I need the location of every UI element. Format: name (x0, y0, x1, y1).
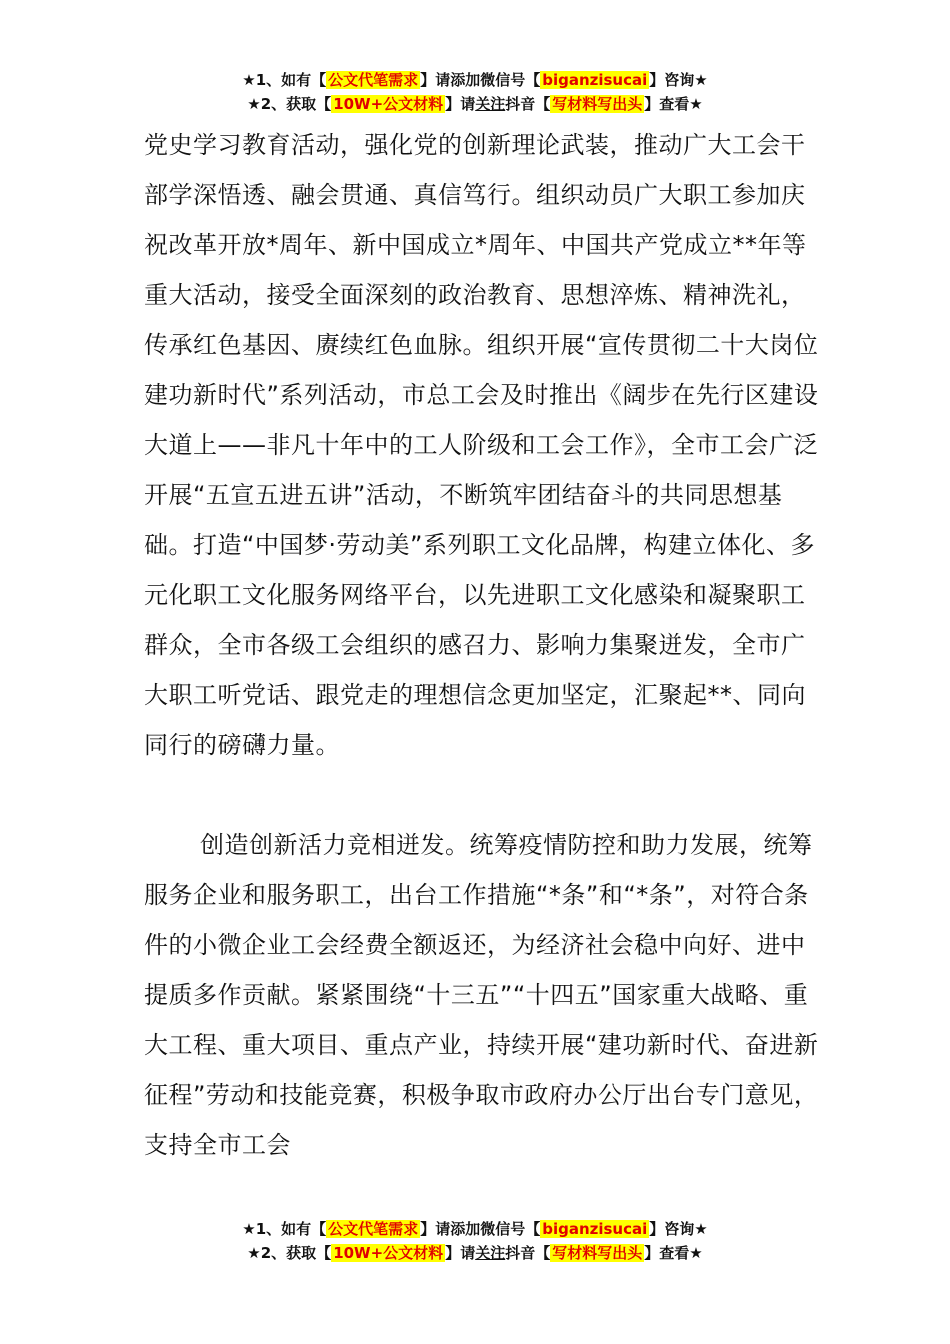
banner-underlined-text: 关注 (475, 95, 506, 113)
banner-text: 】咨询★ (649, 1220, 708, 1238)
highlight-douyin: 写材料写出头 (552, 95, 643, 113)
highlight-ghostwriting: 公文代笔需求 (328, 1220, 419, 1238)
banner-line-2 (0, 1241, 950, 1265)
banner-text: 】查看★ (644, 95, 703, 113)
banner-text: ★1、如有【 (242, 1220, 327, 1238)
banner-line-2 (0, 92, 950, 116)
banner-text: 抖音【 (505, 1244, 551, 1262)
banner-text: 】请添加微信号【 (420, 1220, 541, 1238)
banner-line-1 (0, 68, 950, 92)
document-body (144, 120, 820, 1170)
body-paragraph-2: 创造创新活力竞相迸发。统筹疫情防控和助力发展，统筹服务企业和服务职工，出台工作措施“*条”和“*条”，对符合条件的小微企业工会经费全额返还，为经济社会稳中向好、进中提质多作贡献。紧紧围绕“十三五”“十四五”国家重大战略、重大工程、重大项目、重点产业，持续开展“建功新时代、奋进新征程”劳动和技能竞赛，积极争取市政府办公厅出台专门意见，支持全市工会 (144, 831, 819, 1159)
highlight-materials: 10W+公文材料 (333, 1244, 444, 1262)
banner-text: ★1、如有【 (242, 71, 327, 89)
banner-text: 】请添加微信号【 (420, 71, 541, 89)
highlight-wechat-id: biganzisucai (542, 71, 648, 89)
banner-underlined-text: 关注 (475, 1244, 506, 1262)
banner-text: 】请 (445, 95, 476, 113)
banner-text: 】请 (445, 1244, 476, 1262)
header-banner (0, 68, 950, 116)
highlight-wechat-id: biganzisucai (542, 1220, 648, 1238)
banner-text: 】查看★ (644, 1244, 703, 1262)
highlight-douyin: 写材料写出头 (552, 1244, 643, 1262)
banner-line-1 (0, 1217, 950, 1241)
highlight-ghostwriting: 公文代笔需求 (328, 71, 419, 89)
banner-text: 】咨询★ (649, 71, 708, 89)
banner-text: ★2、获取【 (247, 95, 332, 113)
banner-text: ★2、获取【 (247, 1244, 332, 1262)
body-paragraph-1: 党史学习教育活动，强化党的创新理论武装，推动广大工会干部学深悟透、融会贯通、真信笃行。组织动员广大职工参加庆祝改革开放*周年、新中国成立*周年、中国共产党成立**年等重大活动，接受全面深刻的政治教育、思想淬炼、精神洗礼，传承红色基因、赓续红色血脉。组织开展“宣传贯彻二十大岗位建功新时代”系列活动，市总工会及时推出《阔步在先行区建设大道上——非凡十年中的工人阶级和工会工作》，全市工会广泛开展“五宣五进五讲”活动，不断筑牢团结奋斗的共同思想基础。打造“中国梦·劳动美”系列职工文化品牌，构建立体化、多元化职工文化服务网络平台，以先进职工文化感染和凝聚职工群众，全市各级工会组织的感召力、影响力集聚迸发，全市广大职工听党话、跟党走的理想信念更加坚定，汇聚起**、同向同行的磅礴力量。 (144, 131, 819, 759)
highlight-materials: 10W+公文材料 (333, 95, 444, 113)
footer-banner (0, 1217, 950, 1265)
banner-text: 抖音【 (505, 95, 551, 113)
